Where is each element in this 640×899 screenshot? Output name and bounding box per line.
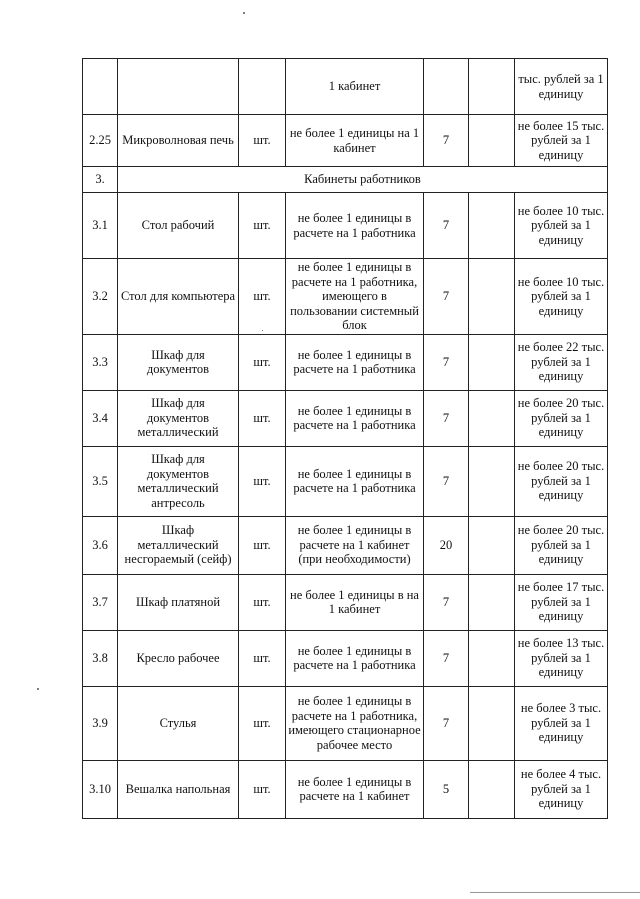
service-life-cell [424, 59, 469, 115]
price-limit-cell: тыс. рублей за 1 единицу [515, 59, 608, 115]
item-name-cell: Стол для компьютера [118, 259, 239, 335]
quantity-norm-cell: не более 1 единицы в расчете на 1 работника [286, 334, 424, 390]
empty-cell-cell [469, 334, 515, 390]
table-row [83, 446, 608, 516]
table-row [83, 760, 608, 818]
item-name-cell: Микроволновая печь [118, 115, 239, 167]
empty-cell-cell [469, 686, 515, 760]
scan-speck [243, 12, 245, 14]
unit-cell: шт. [239, 760, 286, 818]
price-limit-cell: не более 22 тыс. рублей за 1 единицу [515, 334, 608, 390]
unit-cell: шт. [239, 446, 286, 516]
section-number: 3. [83, 167, 118, 193]
table-row [83, 59, 608, 115]
price-limit-cell: не более 17 тыс. рублей за 1 единицу [515, 574, 608, 630]
empty-cell-cell [469, 516, 515, 574]
item-name-cell: Стулья [118, 686, 239, 760]
quantity-norm-cell: не более 1 единицы в на 1 кабинет [286, 574, 424, 630]
table-row [83, 334, 608, 390]
scan-edge-line [470, 892, 640, 893]
item-name-cell: Шкаф платяной [118, 574, 239, 630]
empty-cell-cell [469, 446, 515, 516]
quantity-norm-cell: не более 1 единицы в расчете на 1 кабинет (при необходимости) [286, 516, 424, 574]
price-limit-cell: не более 15 тыс. рублей за 1 единицу [515, 115, 608, 167]
service-life-cell: 5 [424, 760, 469, 818]
service-life-cell: 7 [424, 259, 469, 335]
service-life-cell: 7 [424, 686, 469, 760]
quantity-norm-cell: не более 1 единицы в расчете на 1 работника [286, 446, 424, 516]
item-name-cell: Шкаф для документов [118, 334, 239, 390]
table-row [83, 259, 608, 335]
empty-cell-cell [469, 59, 515, 115]
unit-cell: шт. [239, 686, 286, 760]
price-limit-cell: не более 20 тыс. рублей за 1 единицу [515, 446, 608, 516]
row-number-cell: 3.5 [83, 446, 118, 516]
row-number-cell: 3.4 [83, 390, 118, 446]
quantity-norm-cell: не более 1 единицы в расчете на 1 кабинет [286, 760, 424, 818]
table-row [83, 390, 608, 446]
service-life-cell: 7 [424, 446, 469, 516]
unit-cell: шт. [239, 259, 286, 335]
quantity-norm-cell: не более 1 единицы в расчете на 1 работника [286, 390, 424, 446]
price-limit-cell: не более 20 тыс. рублей за 1 единицу [515, 516, 608, 574]
unit-cell: шт. [239, 115, 286, 167]
section-row [83, 167, 608, 193]
table-row [83, 686, 608, 760]
table-row [83, 630, 608, 686]
unit-cell: шт. [239, 630, 286, 686]
quantity-norm-cell: 1 кабинет [286, 59, 424, 115]
empty-cell-cell [469, 115, 515, 167]
item-name-cell: Стол рабочий [118, 193, 239, 259]
table-row [83, 574, 608, 630]
price-limit-cell: не более 4 тыс. рублей за 1 единицу [515, 760, 608, 818]
service-life-cell: 7 [424, 193, 469, 259]
row-number-cell: 3.3 [83, 334, 118, 390]
empty-cell-cell [469, 630, 515, 686]
service-life-cell: 7 [424, 334, 469, 390]
item-name-cell: Кресло рабочее [118, 630, 239, 686]
row-number-cell: 3.1 [83, 193, 118, 259]
empty-cell-cell [469, 760, 515, 818]
item-name-cell: Шкаф для документов металлический антресоль [118, 446, 239, 516]
service-life-cell: 7 [424, 574, 469, 630]
service-life-cell: 7 [424, 630, 469, 686]
service-life-cell: 7 [424, 390, 469, 446]
row-number-cell: 3.9 [83, 686, 118, 760]
unit-cell: шт. [239, 334, 286, 390]
table-row [83, 115, 608, 167]
table-row [83, 193, 608, 259]
quantity-norm-cell: не более 1 единицы в расчете на 1 работника, имеющего стационарное рабочее место [286, 686, 424, 760]
quantity-norm-cell: не более 1 единицы на 1 кабинет [286, 115, 424, 167]
scan-speck [262, 330, 263, 331]
section-title: Кабинеты работников [118, 167, 608, 193]
quantity-norm-cell: не более 1 единицы в расчете на 1 работника, имеющего в пользовании системный блок [286, 259, 424, 335]
empty-cell-cell [469, 390, 515, 446]
price-limit-cell: не более 3 тыс. рублей за 1 единицу [515, 686, 608, 760]
requirements-table [82, 58, 608, 819]
item-name-cell: Шкаф металлический несгораемый (сейф) [118, 516, 239, 574]
row-number-cell: 3.8 [83, 630, 118, 686]
unit-cell: шт. [239, 574, 286, 630]
service-life-cell: 20 [424, 516, 469, 574]
empty-cell-cell [469, 193, 515, 259]
unit-cell: шт. [239, 516, 286, 574]
price-limit-cell: не более 13 тыс. рублей за 1 единицу [515, 630, 608, 686]
price-limit-cell: не более 20 тыс. рублей за 1 единицу [515, 390, 608, 446]
price-limit-cell: не более 10 тыс. рублей за 1 единицу [515, 193, 608, 259]
unit-cell [239, 59, 286, 115]
row-number-cell: 3.7 [83, 574, 118, 630]
item-name-cell: Шкаф для документов металлический [118, 390, 239, 446]
row-number-cell: 2.25 [83, 115, 118, 167]
item-name-cell: Вешалка напольная [118, 760, 239, 818]
unit-cell: шт. [239, 193, 286, 259]
table-row [83, 516, 608, 574]
item-name-cell [118, 59, 239, 115]
empty-cell-cell [469, 574, 515, 630]
row-number-cell [83, 59, 118, 115]
row-number-cell: 3.10 [83, 760, 118, 818]
quantity-norm-cell: не более 1 единицы в расчете на 1 работника [286, 193, 424, 259]
scan-speck [37, 688, 39, 690]
quantity-norm-cell: не более 1 единицы в расчете на 1 работника [286, 630, 424, 686]
unit-cell: шт. [239, 390, 286, 446]
row-number-cell: 3.2 [83, 259, 118, 335]
row-number-cell: 3.6 [83, 516, 118, 574]
price-limit-cell: не более 10 тыс. рублей за 1 единицу [515, 259, 608, 335]
service-life-cell: 7 [424, 115, 469, 167]
empty-cell-cell [469, 259, 515, 335]
table-body [83, 59, 608, 819]
